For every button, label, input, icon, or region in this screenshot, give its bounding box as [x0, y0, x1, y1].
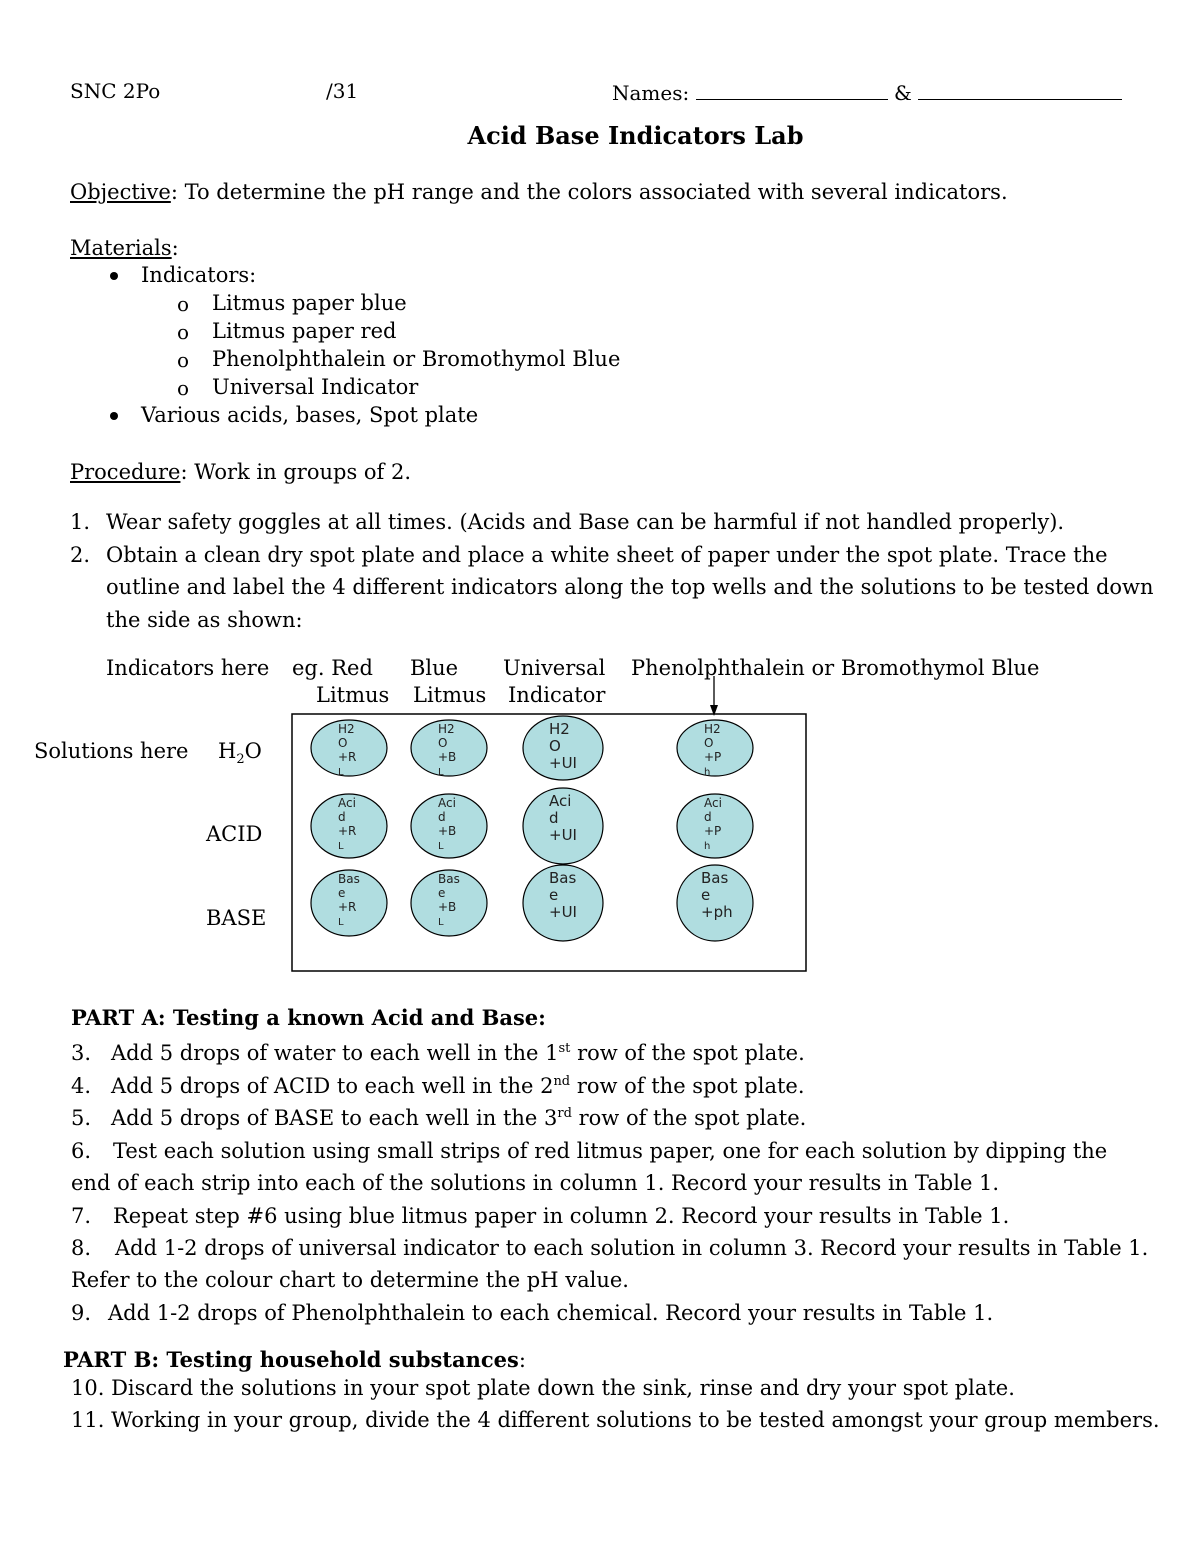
row-label-acid: ACID: [206, 822, 263, 846]
step-number: 9.: [71, 1301, 92, 1325]
well-label: +UI: [549, 754, 577, 772]
well-label: L: [438, 767, 444, 778]
well-label: Bas: [701, 869, 729, 887]
step-text: Obtain a clean dry spot plate and place a white sheet of paper under the spot plate. Trace the: [106, 543, 1108, 567]
well-label: H2: [438, 722, 455, 736]
spot-well: [523, 865, 603, 941]
step-4-text: [111, 1074, 805, 1098]
step-number: 2.: [70, 543, 91, 567]
part-b-title: PART B: Testing household substances: [63, 1347, 519, 1372]
step-number: 3.: [71, 1041, 92, 1065]
spot-well: [677, 720, 753, 778]
col-header-phenolphthalein: Phenolphthalein or Bromothymol Blue: [631, 656, 1040, 680]
step-number: 6.: [71, 1139, 92, 1163]
objective-text: : To determine the pH range and the colors associated with several indicators.: [170, 180, 1008, 204]
well-label: Bas: [338, 872, 360, 886]
step-text: the side as shown:: [106, 608, 303, 632]
well-label: +B: [438, 750, 457, 764]
col-header-red-litmus-1: eg. Red: [292, 656, 373, 680]
step-6-line-2: end of each strip into each of the solutions in column 1. Record your results in Table 1.: [71, 1171, 1000, 1195]
col-header-universal-1: Universal: [503, 656, 606, 680]
step-3-text: [111, 1041, 805, 1065]
part-b-heading: [63, 1347, 526, 1372]
step-number: 8.: [71, 1236, 92, 1260]
step-number: 1.: [70, 510, 91, 534]
well-label: d: [704, 810, 712, 824]
well-label: +P: [704, 750, 722, 764]
step-4-post: row of the spot plate.: [570, 1074, 805, 1098]
objective-label: Objective: [70, 180, 171, 204]
well-label: L: [438, 841, 444, 852]
spot-well: [311, 720, 387, 778]
well-label: +B: [438, 824, 457, 838]
well-label: e: [338, 886, 346, 900]
well-label: O: [438, 736, 448, 750]
well-label: +UI: [549, 903, 577, 921]
step-text: outline and label the 4 different indicators along the top wells and the solutions to be tested down: [106, 575, 1154, 599]
step-7-text: Repeat step #6 using blue litmus paper in column 2. Record your results in Table 1.: [113, 1204, 1010, 1228]
step-11-text: 11. Working in your group, divide the 4 different solutions to be tested amongst your group members.: [71, 1408, 1160, 1432]
sub-marker: o: [177, 320, 190, 344]
well-label: +R: [338, 824, 357, 838]
well-label: L: [438, 917, 444, 928]
step-5-text: [111, 1106, 806, 1130]
spot-well: [523, 788, 603, 864]
procedure-text: : Work in groups of 2.: [180, 460, 412, 484]
spot-well: [411, 870, 487, 936]
well-label: L: [338, 917, 344, 928]
marks-total: /31: [326, 79, 359, 103]
row-label-water-h: H: [218, 739, 237, 763]
course-code: SNC 2Po: [70, 79, 161, 103]
step-6-line-1: Test each solution using small strips of red litmus paper, one for each solution by dipping the: [113, 1139, 1108, 1163]
spot-well: [677, 865, 753, 941]
well-label: +P: [704, 824, 722, 838]
step-5-pre: Add 5 drops of BASE to each well in the 3: [111, 1106, 558, 1130]
well-label: h: [704, 841, 711, 852]
well-label: Aci: [438, 796, 456, 810]
materials-sub-item: Phenolphthalein or Bromothymol Blue: [212, 347, 621, 371]
well-label: L: [338, 841, 344, 852]
materials-sub-item: Universal Indicator: [212, 375, 419, 399]
well-label: Bas: [438, 872, 460, 886]
well-label: d: [549, 809, 559, 827]
spot-well: [411, 720, 487, 778]
step-3-post: row of the spot plate.: [570, 1041, 805, 1065]
step-3-pre: Add 5 drops of water to each well in the 1: [111, 1041, 559, 1065]
step-8-line-1: Add 1-2 drops of universal indicator to each solution in column 3. Record your results in Table 1.: [115, 1236, 1149, 1260]
well-label: h: [704, 767, 711, 778]
sub-marker: o: [177, 348, 190, 372]
col-header-red-litmus-2: Litmus: [316, 683, 390, 707]
sub-marker: o: [177, 376, 190, 400]
part-a-heading: PART A: Testing a known Acid and Base:: [71, 1005, 546, 1030]
materials-sub-item: Litmus paper red: [212, 319, 397, 343]
spot-well: [677, 794, 753, 858]
well-label: Aci: [704, 796, 722, 810]
materials-sub-item: Litmus paper blue: [212, 291, 407, 315]
materials-colon: :: [171, 236, 179, 260]
well-label: +B: [438, 900, 457, 914]
part-b-colon: :: [518, 1348, 526, 1372]
well-label: +ph: [701, 903, 733, 921]
well-label: H2: [704, 722, 721, 736]
names-label: Names:: [612, 81, 690, 105]
spot-well: [411, 794, 487, 858]
spot-well: [523, 716, 603, 780]
spot-well: [311, 794, 387, 858]
step-4-pre: Add 5 drops of ACID to each well in the 2: [111, 1074, 554, 1098]
well-label: H2: [549, 720, 570, 738]
step-5-sup: rd: [557, 1106, 572, 1121]
well-label: Aci: [338, 796, 356, 810]
page-title: Acid Base Indicators Lab: [467, 121, 804, 150]
step-number: 5.: [71, 1106, 92, 1130]
sub-marker: o: [177, 292, 190, 316]
step-3-sup: st: [558, 1041, 571, 1056]
well-label: e: [701, 886, 711, 904]
well-label: e: [549, 886, 559, 904]
col-header-blue-litmus-2: Litmus: [413, 683, 487, 707]
row-label-water-sub: 2: [236, 752, 245, 768]
step-10-text: 10. Discard the solutions in your spot plate down the sink, rinse and dry your spot plate.: [71, 1376, 1015, 1400]
well-label: O: [338, 736, 348, 750]
procedure-label: Procedure: [70, 460, 181, 484]
well-label: L: [338, 767, 344, 778]
step-4-sup: nd: [553, 1074, 571, 1089]
row-label-base: BASE: [206, 906, 267, 930]
well-label: O: [549, 737, 561, 755]
materials-label: Materials: [70, 236, 172, 260]
names-ampersand: &: [893, 81, 912, 105]
well-label: +R: [338, 900, 357, 914]
step-number: 4.: [71, 1074, 92, 1098]
spot-well: [311, 870, 387, 936]
materials-bullet-1: Indicators:: [141, 263, 257, 287]
well-label: d: [338, 810, 346, 824]
well-label: H2: [338, 722, 355, 736]
well-label: +R: [338, 750, 357, 764]
well-label: Aci: [549, 792, 572, 810]
step-number: 7.: [71, 1204, 92, 1228]
step-9-text: Add 1-2 drops of Phenolphthalein to each chemical. Record your results in Table 1.: [108, 1301, 994, 1325]
solutions-label: Solutions here: [34, 739, 189, 763]
step-8-line-2: Refer to the colour chart to determine the pH value.: [71, 1268, 629, 1292]
well-label: e: [438, 886, 446, 900]
col-header-universal-2: Indicator: [508, 683, 606, 707]
col-header-blue-litmus-1: Blue: [410, 656, 459, 680]
step-text: Wear safety goggles at all times. (Acids and Base can be harmful if not handled properly).: [106, 510, 1065, 534]
row-label-water-o: O: [244, 739, 262, 763]
well-label: d: [438, 810, 446, 824]
materials-bullet-2: Various acids, bases, Spot plate: [141, 403, 479, 427]
step-5-post: row of the spot plate.: [571, 1106, 807, 1130]
well-label: +UI: [549, 826, 577, 844]
well-label: O: [704, 736, 714, 750]
indicators-label: Indicators here: [106, 656, 270, 680]
well-label: Bas: [549, 869, 577, 887]
